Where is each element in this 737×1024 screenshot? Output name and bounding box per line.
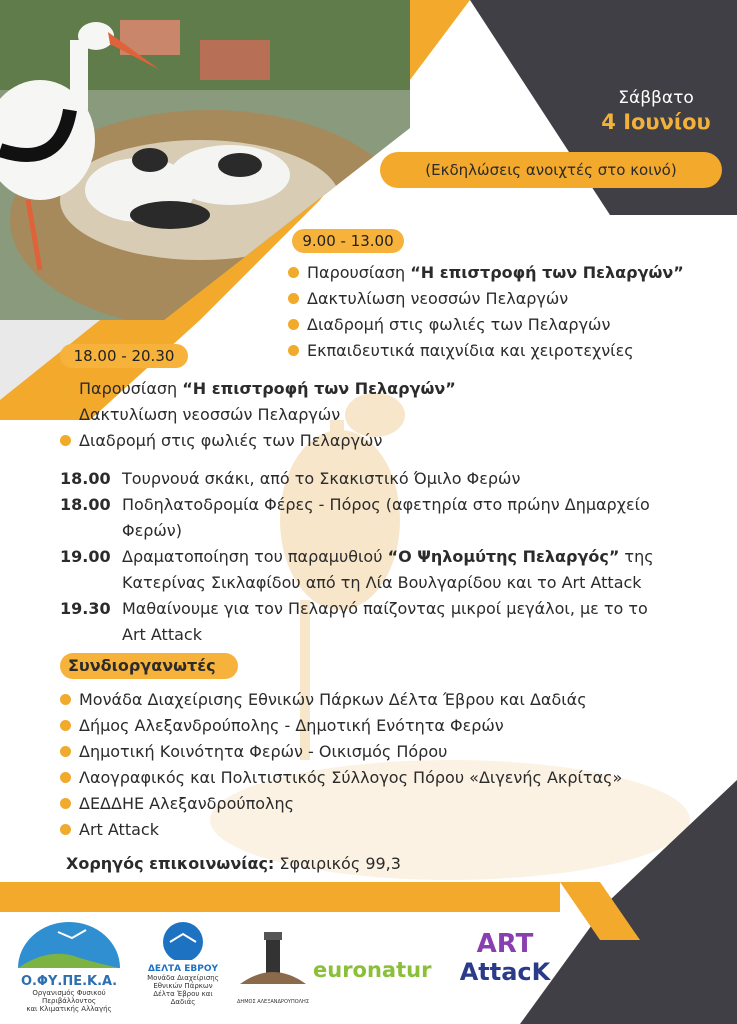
item-text: Δακτυλίωση νεοσσών Πελαργών [307,289,569,308]
artattack-line1: ART [476,929,534,959]
schedule-desc-line: Ποδηλατοδρομία Φέρες - Πόρος (αφετηρία στο πρώην Δημαρχείο [122,495,650,514]
item-bold: “Η επιστροφή των Πελαργών” [182,379,456,398]
artattack-line2: AttacK [459,958,551,986]
list-item: Λαογραφικός και Πολιτιστικός Σύλλογος Πόρου «Διγενής Ακρίτας» [60,765,622,791]
morning-time-pill: 9.00 - 13.00 [292,229,404,253]
schedule-desc-line: Κατερίνας Σικλαφίδου από τη Λία Βουλγαρίδου και το Art Attack [122,573,642,592]
organizers-list [60,687,622,843]
item-text: Δακτυλίωση νεοσσών Πελαργών [79,405,341,424]
schedule-desc-line: Δραματοποίηση του παραμυθιού [122,547,388,566]
schedule-row [60,544,730,596]
list-item: ΔΕΔΔΗΕ Αλεξανδρούπολης [60,791,622,817]
list-item [60,428,456,454]
schedule-time: 19.30 [60,599,111,618]
date-label: 4 Ιουνίου [601,110,711,134]
schedule-desc [122,544,654,596]
ofypeka-sub2: και Κλιματικής Αλλαγής [26,1005,112,1013]
lighthouse-icon [234,930,312,994]
item-text: Εκπαιδευτικά παιχνίδια και χειροτεχνίες [307,341,634,360]
logo-ofypeka [10,918,128,1018]
logo-artattack [455,930,555,986]
list-item [288,312,684,338]
schedule-row [60,596,730,648]
delta-icon [140,920,226,960]
list-item [288,286,684,312]
logo-delta [140,920,226,1020]
schedule-desc-line: της [619,547,654,566]
schedule-desc [122,492,650,544]
day-label: Σάββατο [618,88,694,108]
ofypeka-name: Ο.ΦΥ.ΠΕ.Κ.Α. [20,974,118,989]
list-item: Μονάδα Διαχείρισης Εθνικών Πάρκων Δέλτα Έβρου και Δαδιάς [60,687,622,713]
list-item: Art Attack [60,817,622,843]
ofypeka-sub1: Οργανισμός Φυσικού Περιβάλλοντος [32,989,106,1005]
sponsor-label: Χορηγός επικοινωνίας: [66,854,275,873]
schedule-time: 18.00 [60,469,111,488]
schedule-desc [122,596,648,648]
list-item [288,338,684,364]
dimos-sub: ΔΗΜΟΣ ΑΛΕΞΑΝΔΡΟΥΠΟΛΗΣ [237,999,309,1005]
schedule-desc-bold: “Ο Ψηλομύτης Πελαργός” [387,547,620,566]
organizers-title: Συνδιοργανωτές [60,653,238,679]
schedule-desc-line: Μαθαίνουμε για τον Πελαργό παίζοντας μικροί μεγάλοι, με το το [122,599,648,618]
list-item [288,260,684,286]
sponsor-line [66,854,401,873]
ofypeka-icon [10,918,128,970]
delta-sub2: Εθνικών Πάρκων [153,982,213,990]
delta-sub1: Μονάδα Διαχείρισης [147,974,219,982]
schedule [60,466,730,648]
list-item [60,376,456,402]
item-text: Διαδρομή στις φωλιές των Πελαργών [307,315,611,334]
morning-list [288,260,684,364]
logo-dimos [234,930,312,1014]
evening-list [60,376,456,454]
date-box [575,82,737,146]
item-text: Παρουσίαση [79,379,183,398]
schedule-desc-line: Φερών) [122,521,182,540]
delta-sub3: Δέλτα Έβρου και Δαδιάς [153,990,213,1006]
schedule-row [60,492,730,544]
evening-time-pill: 18.00 - 20.30 [60,344,188,368]
logo-euronatur: euronatur [313,958,432,982]
schedule-row [60,466,730,492]
item-bold: “Η επιστροφή των Πελαργών” [410,263,684,282]
schedule-time: 19.00 [60,547,111,566]
delta-name: ΔΕΛΤΑ ΕΒΡΟΥ [147,964,219,974]
list-item [60,402,456,428]
schedule-time: 18.00 [60,495,111,514]
sponsor-value: Σφαιρικός 99,3 [279,854,401,873]
list-item: Δήμος Αλεξανδρούπολης - Δημοτική Ενότητα Φερών [60,713,622,739]
item-text: Διαδρομή στις φωλιές των Πελαργών [79,431,383,450]
list-item: Δημοτική Κοινότητα Φερών - Οικισμός Πόρου [60,739,622,765]
item-text: Παρουσίαση [307,263,411,282]
schedule-desc-line: Art Attack [122,625,202,644]
open-events-pill: (Εκδηλώσεις ανοιχτές στο κοινό) [380,152,722,188]
schedule-desc: Τουρνουά σκάκι, από το Σκακιστικό Όμιλο Φερών [122,469,521,488]
